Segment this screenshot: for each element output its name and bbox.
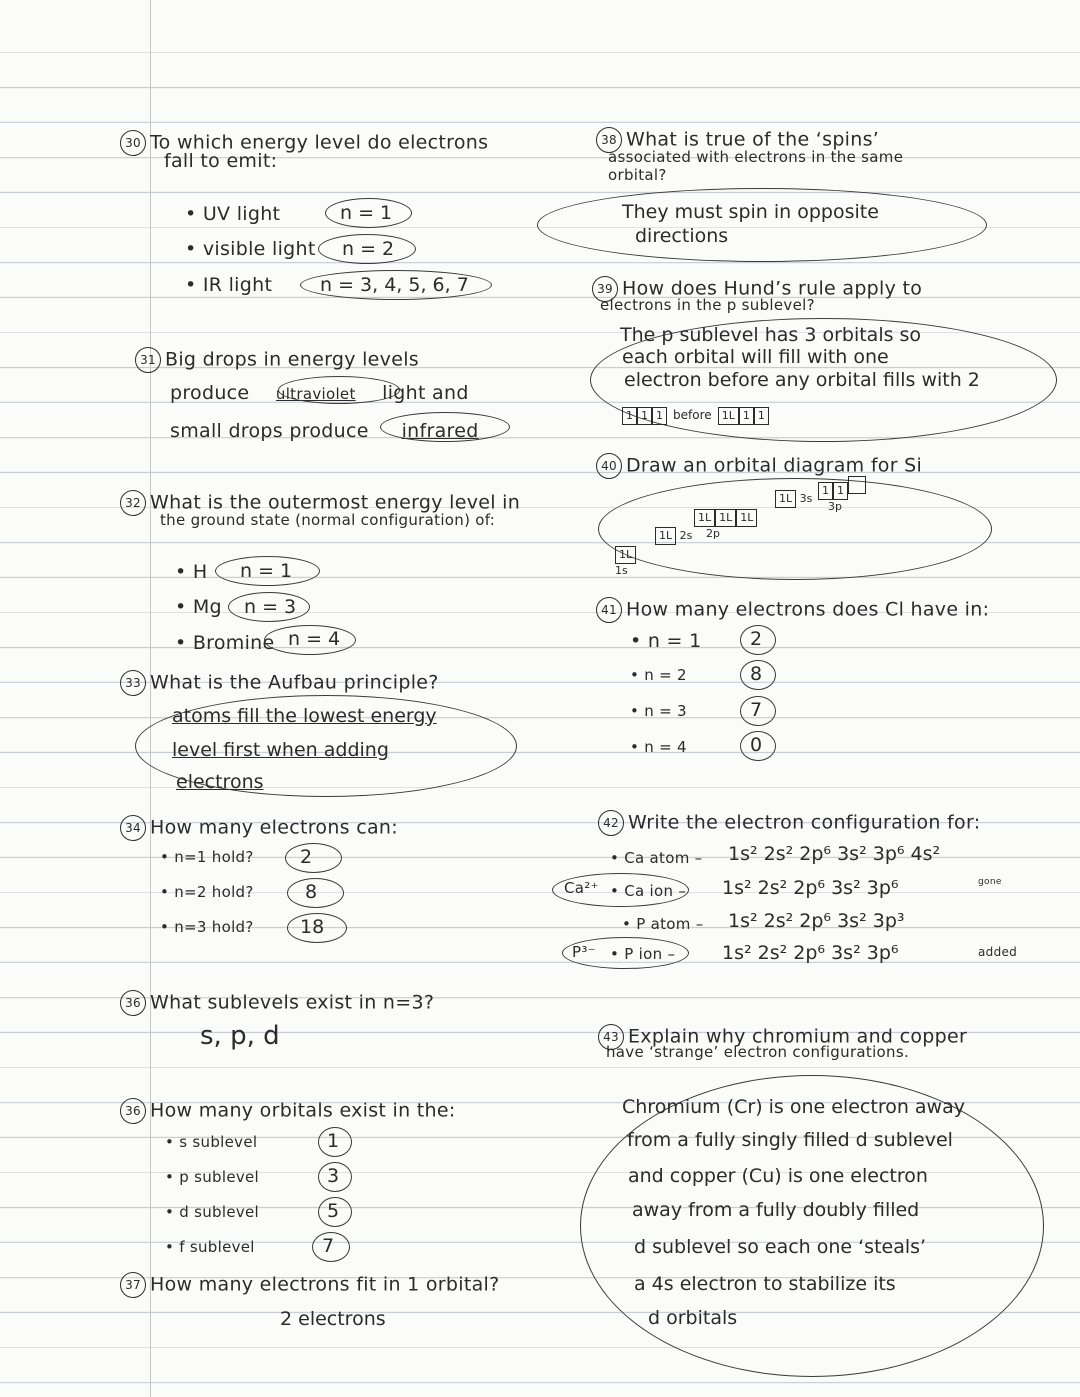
q35-number: 36 — [120, 990, 146, 1016]
answer-oval — [580, 1075, 1044, 1377]
q37-number: 37 — [120, 1272, 146, 1298]
q39-answer-line1: The p sublevel has 3 orbitals so — [620, 324, 922, 346]
q43-number: 43 — [598, 1024, 624, 1050]
q42-row-ca-atom — [610, 851, 702, 866]
q32-line2: the ground state (normal configuration) of: — [160, 511, 496, 529]
q33-answer-line3: electrons — [176, 771, 264, 793]
q36-answer-d: 5 — [327, 1200, 340, 1222]
q34-text: How many electrons can: — [150, 816, 398, 839]
q30-answer-uv: n = 1 — [340, 202, 393, 224]
q36-number: 36 — [120, 1098, 146, 1124]
q35-answer: s, p, d — [200, 1021, 280, 1051]
q36-item-s: • s sublevel — [165, 1133, 258, 1151]
q39-answer-line3: electron before any orbital fills with 2 — [624, 369, 980, 391]
q36-answer-s: 1 — [327, 1130, 340, 1152]
orbital-2s — [655, 527, 692, 545]
orbital-1s-label: 1s — [615, 564, 628, 577]
q33-answer-line1: atoms fill the lowest energy — [172, 705, 437, 727]
q32-item-h: • H — [175, 561, 208, 583]
q37-text: How many electrons fit in 1 orbital? — [150, 1273, 500, 1296]
q32-item-mg: • Mg — [175, 596, 222, 618]
orbital-box: 1 — [818, 482, 833, 500]
q31-blank2: infrared — [401, 420, 479, 442]
q42-ca-ion-note: gone — [978, 877, 1002, 887]
q43-answer-line3: and copper (Cu) is one electron — [628, 1165, 928, 1187]
q34-answer-n1: 2 — [300, 846, 313, 868]
orbital-box: 1L — [655, 527, 676, 545]
orbital-3p-label: 3p — [828, 500, 842, 513]
orbital-3s-label: 3s — [799, 492, 813, 505]
q38-line1: What is true of the ‘spins’ — [626, 128, 880, 151]
q30-item-ir: • IR light — [185, 274, 273, 296]
q40-number: 40 — [596, 453, 622, 479]
q32-item-br: • Bromine — [175, 632, 275, 654]
q36-answer-p: 3 — [327, 1165, 340, 1187]
orbital-1s — [615, 546, 636, 577]
q33-answer-line2: level first when adding — [172, 739, 389, 761]
q31-light-and: light and — [382, 382, 469, 404]
q31-question — [135, 347, 419, 373]
q42-p-ion-config: 1s² 2s² 2p⁶ 3s² 3p⁶ — [722, 942, 899, 964]
q31-blank1: ultraviolet — [275, 385, 356, 403]
orbital-3s — [775, 490, 812, 508]
q42-text: Write the electron configuration for: — [628, 811, 981, 834]
q39-number: 39 — [592, 276, 618, 302]
q32-answer-h: n = 1 — [240, 560, 293, 582]
q39-before: before — [673, 408, 712, 422]
answer-oval — [380, 412, 510, 442]
q41-text: How many electrons does Cl have in: — [626, 598, 990, 621]
orbital-box: 1 — [622, 407, 637, 425]
q32-answer-mg: n = 3 — [244, 596, 297, 618]
q42-number: 42 — [598, 810, 624, 836]
q39-line1: How does Hund’s rule apply to — [622, 277, 923, 300]
orbital-box: 1L — [615, 546, 636, 564]
orbital-2p — [694, 509, 757, 540]
q38-answer-line2: directions — [635, 225, 729, 247]
q33-text: What is the Aufbau principle? — [150, 671, 439, 694]
q37-answer: 2 electrons — [280, 1308, 386, 1330]
q41-number: 41 — [596, 597, 622, 623]
q41-answer-n4: 0 — [750, 734, 763, 756]
q39-line2: electrons in the p sublevel? — [600, 296, 815, 314]
q41-question — [596, 597, 989, 623]
orbital-2p-label: 2p — [706, 527, 720, 540]
answer-oval — [285, 843, 342, 873]
orbital-box: 1 — [739, 407, 754, 425]
q42-ca-atom-config: 1s² 2s² 2p⁶ 3s² 3p⁶ 4s² — [728, 843, 941, 865]
q42-p-ion-note: added — [978, 945, 1018, 959]
q43-line2: have ‘strange’ electron configurations. — [606, 1043, 910, 1061]
q31-line1: Big drops in energy levels — [165, 348, 419, 371]
q30-number: 30 — [120, 130, 146, 156]
q30-item-visible: • visible light — [185, 238, 316, 260]
q38-answer-line1: They must spin in opposite — [622, 201, 879, 223]
orbital-box: 1L — [775, 490, 796, 508]
q34-answer-n2: 8 — [305, 881, 318, 903]
q42-p-atom-config: 1s² 2s² 2p⁶ 3s² 3p³ — [728, 910, 905, 932]
orbital-box: 1L — [718, 407, 739, 425]
orbital-box: 1 — [833, 482, 848, 500]
q30-line2: fall to emit: — [164, 150, 278, 172]
q36-question — [120, 1098, 456, 1124]
q38-line3: orbital? — [608, 166, 667, 184]
q43-answer-line5: d sublevel so each one ‘steals’ — [634, 1236, 927, 1258]
orbital-box: 1L — [715, 509, 736, 527]
q32-number: 32 — [120, 490, 146, 516]
q37-question — [120, 1272, 500, 1298]
q41-item-n2: • n = 2 — [630, 666, 687, 684]
q35-question — [120, 990, 434, 1016]
orbital-box: 1 — [637, 407, 652, 425]
orbital-3p — [818, 476, 866, 513]
q41-item-n3: • n = 3 — [630, 702, 687, 720]
q30-answer-ir: n = 3, 4, 5, 6, 7 — [320, 274, 469, 296]
q30-item-uv: • UV light — [185, 203, 281, 225]
q36-item-p: • p sublevel — [165, 1168, 260, 1186]
q33-number: 33 — [120, 670, 146, 696]
orbital-box: 1L — [736, 509, 757, 527]
q42-p-ion-prefix: P³⁻ — [572, 943, 596, 961]
q36-text: How many orbitals exist in the: — [150, 1099, 456, 1122]
q30-line1: To which energy level do electrons — [150, 131, 489, 154]
q38-number: 38 — [596, 127, 622, 153]
q41-answer-n1: 2 — [750, 628, 763, 650]
answer-oval — [278, 376, 400, 404]
q33-question — [120, 670, 439, 696]
orbital-box: 1 — [754, 407, 769, 425]
q40-text: Draw an orbital diagram for Si — [626, 454, 923, 477]
answer-oval — [537, 188, 987, 262]
q34-item-n2: • n=2 hold? — [160, 883, 254, 901]
q41-item-n1: • n = 1 — [630, 630, 702, 652]
q38-line2: associated with electrons in the same — [608, 148, 904, 166]
q42-ca-atom-label: • Ca atom – — [610, 849, 703, 867]
q39-box-diagram — [622, 404, 769, 425]
q34-item-n1: • n=1 hold? — [160, 848, 254, 866]
q42-ca-ion-config: 1s² 2s² 2p⁶ 3s² 3p⁶ — [722, 877, 899, 899]
q43-answer-line1: Chromium (Cr) is one electron away — [622, 1096, 965, 1118]
q42-ca-ion-prefix: Ca²⁺ — [564, 879, 599, 897]
q36-item-f: • f sublevel — [165, 1238, 255, 1256]
q35-text: What sublevels exist in n=3? — [150, 991, 435, 1014]
orbital-box: 1 — [652, 407, 667, 425]
q32-line1: What is the outermost energy level in — [150, 491, 521, 514]
q43-answer-line7: d orbitals — [648, 1307, 738, 1329]
orbital-box — [848, 476, 866, 494]
q34-answer-n3: 18 — [300, 916, 325, 938]
q43-answer-line6: a 4s electron to stabilize its — [634, 1273, 896, 1295]
q41-answer-n3: 7 — [750, 699, 763, 721]
q34-number: 34 — [120, 815, 146, 841]
q43-line1: Explain why chromium and copper — [628, 1025, 968, 1048]
q43-answer-line2: from a fully singly filled d sublevel — [627, 1129, 953, 1151]
orbital-box: 1L — [694, 509, 715, 527]
q31-number: 31 — [135, 347, 161, 373]
q42-p-ion-label: • P ion – — [610, 945, 676, 963]
q34-question — [120, 815, 398, 841]
q42-ca-ion-label: • Ca ion – — [610, 882, 687, 900]
orbital-2s-label: 2s — [679, 529, 693, 542]
q40-question — [596, 453, 922, 479]
q31-line3-start: small drops produce — [170, 420, 369, 442]
q31-produce: produce — [170, 382, 250, 404]
q43-answer-line4: away from a fully doubly filled — [632, 1199, 920, 1221]
q36-item-d: • d sublevel — [165, 1203, 260, 1221]
q42-p-atom-label: • P atom – — [622, 915, 704, 933]
q36-answer-f: 7 — [322, 1235, 335, 1257]
q41-item-n4: • n = 4 — [630, 738, 687, 756]
q30-answer-visible: n = 2 — [342, 238, 395, 260]
q39-answer-line2: each orbital will fill with one — [622, 346, 889, 368]
q42-question — [598, 810, 980, 836]
margin-line — [150, 0, 151, 1397]
q41-answer-n2: 8 — [750, 663, 763, 685]
q32-answer-br: n = 4 — [288, 628, 341, 650]
q34-item-n3: • n=3 hold? — [160, 918, 254, 936]
